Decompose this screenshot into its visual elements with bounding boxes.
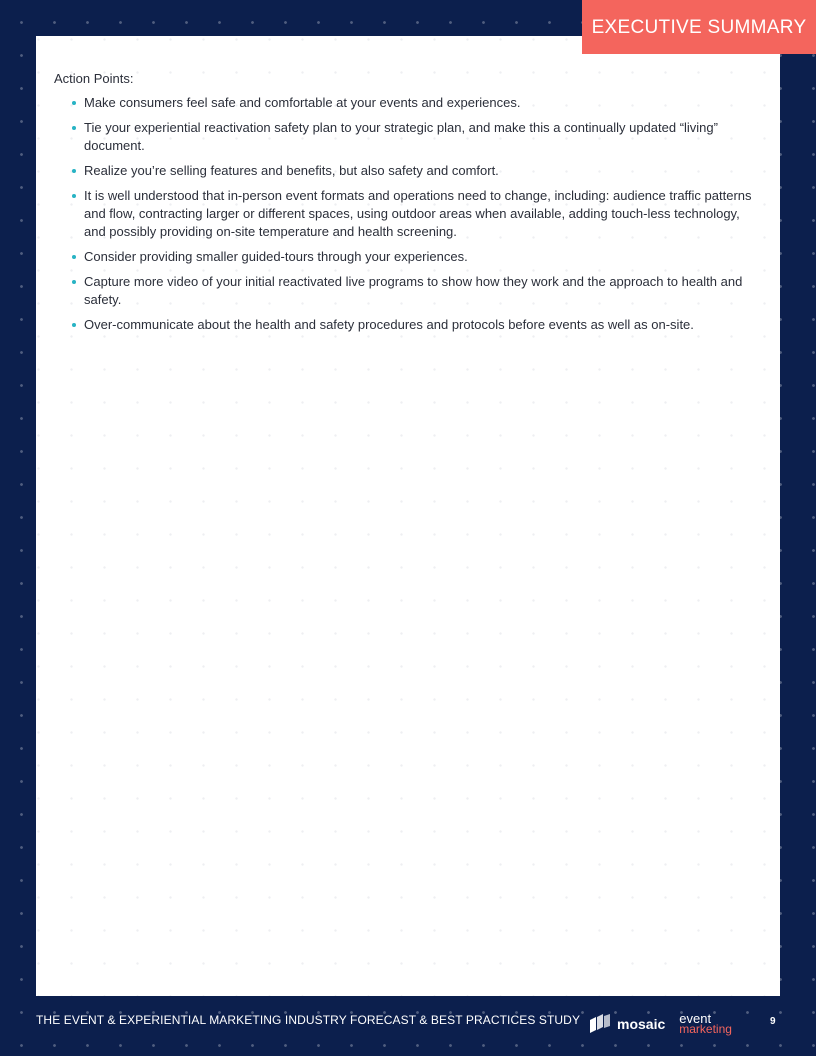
list-item-text: It is well understood that in-person event formats and operations need to change, including: audience traffic patterns and flow, contracting larger or different spaces, using outdoor areas when available, adding touch-less technology, and possibly providing on-site temperature and health screening. (84, 188, 752, 239)
bullet-dot-icon (72, 280, 76, 284)
bullet-dot-icon (72, 101, 76, 105)
logo-secondary-top: event (679, 1011, 712, 1026)
list-item (54, 273, 754, 309)
footer-study-title: THE EVENT & EXPERIENTIAL MARKETING INDUSTRY FORECAST & BEST PRACTICES STUDY (36, 1013, 581, 1027)
list-item-text: Capture more video of your initial reactivated live programs to show how they work and the approach to health and safety. (84, 274, 743, 307)
list-item-text: Consider providing smaller guided-tours through your experiences. (84, 249, 468, 264)
logo-secondary-bottom: marketing (679, 1022, 732, 1036)
action-points-list (54, 94, 754, 334)
logo-primary-text: mosaic (617, 1016, 666, 1032)
list-item-text: Over-communicate about the health and safety procedures and protocols before events as well as on-site. (84, 317, 694, 332)
list-item-text: Tie your experiential reactivation safety plan to your strategic plan, and make this a continually updated “living” document. (84, 120, 718, 153)
action-points-heading: Action Points: (54, 71, 134, 86)
list-item (54, 248, 754, 266)
list-item-text: Realize you’re selling features and benefits, but also safety and comfort. (84, 163, 499, 178)
list-item (54, 94, 754, 112)
list-item (54, 187, 754, 241)
page-content (54, 70, 754, 341)
list-item (54, 316, 754, 334)
bullet-dot-icon (72, 255, 76, 259)
logo-secondary (679, 1010, 732, 1038)
footer-logo (588, 1010, 732, 1038)
page-number: 9 (770, 1016, 776, 1027)
mosaic-logo-icon (588, 1012, 612, 1036)
bullet-dot-icon (72, 194, 76, 198)
page-paper (36, 36, 780, 996)
bullet-dot-icon (72, 126, 76, 130)
bullet-dot-icon (72, 169, 76, 173)
section-tab: EXECUTIVE SUMMARY (582, 0, 816, 54)
list-item (54, 162, 754, 180)
list-item (54, 119, 754, 155)
bullet-dot-icon (72, 323, 76, 327)
list-item-text: Make consumers feel safe and comfortable at your events and experiences. (84, 95, 521, 110)
